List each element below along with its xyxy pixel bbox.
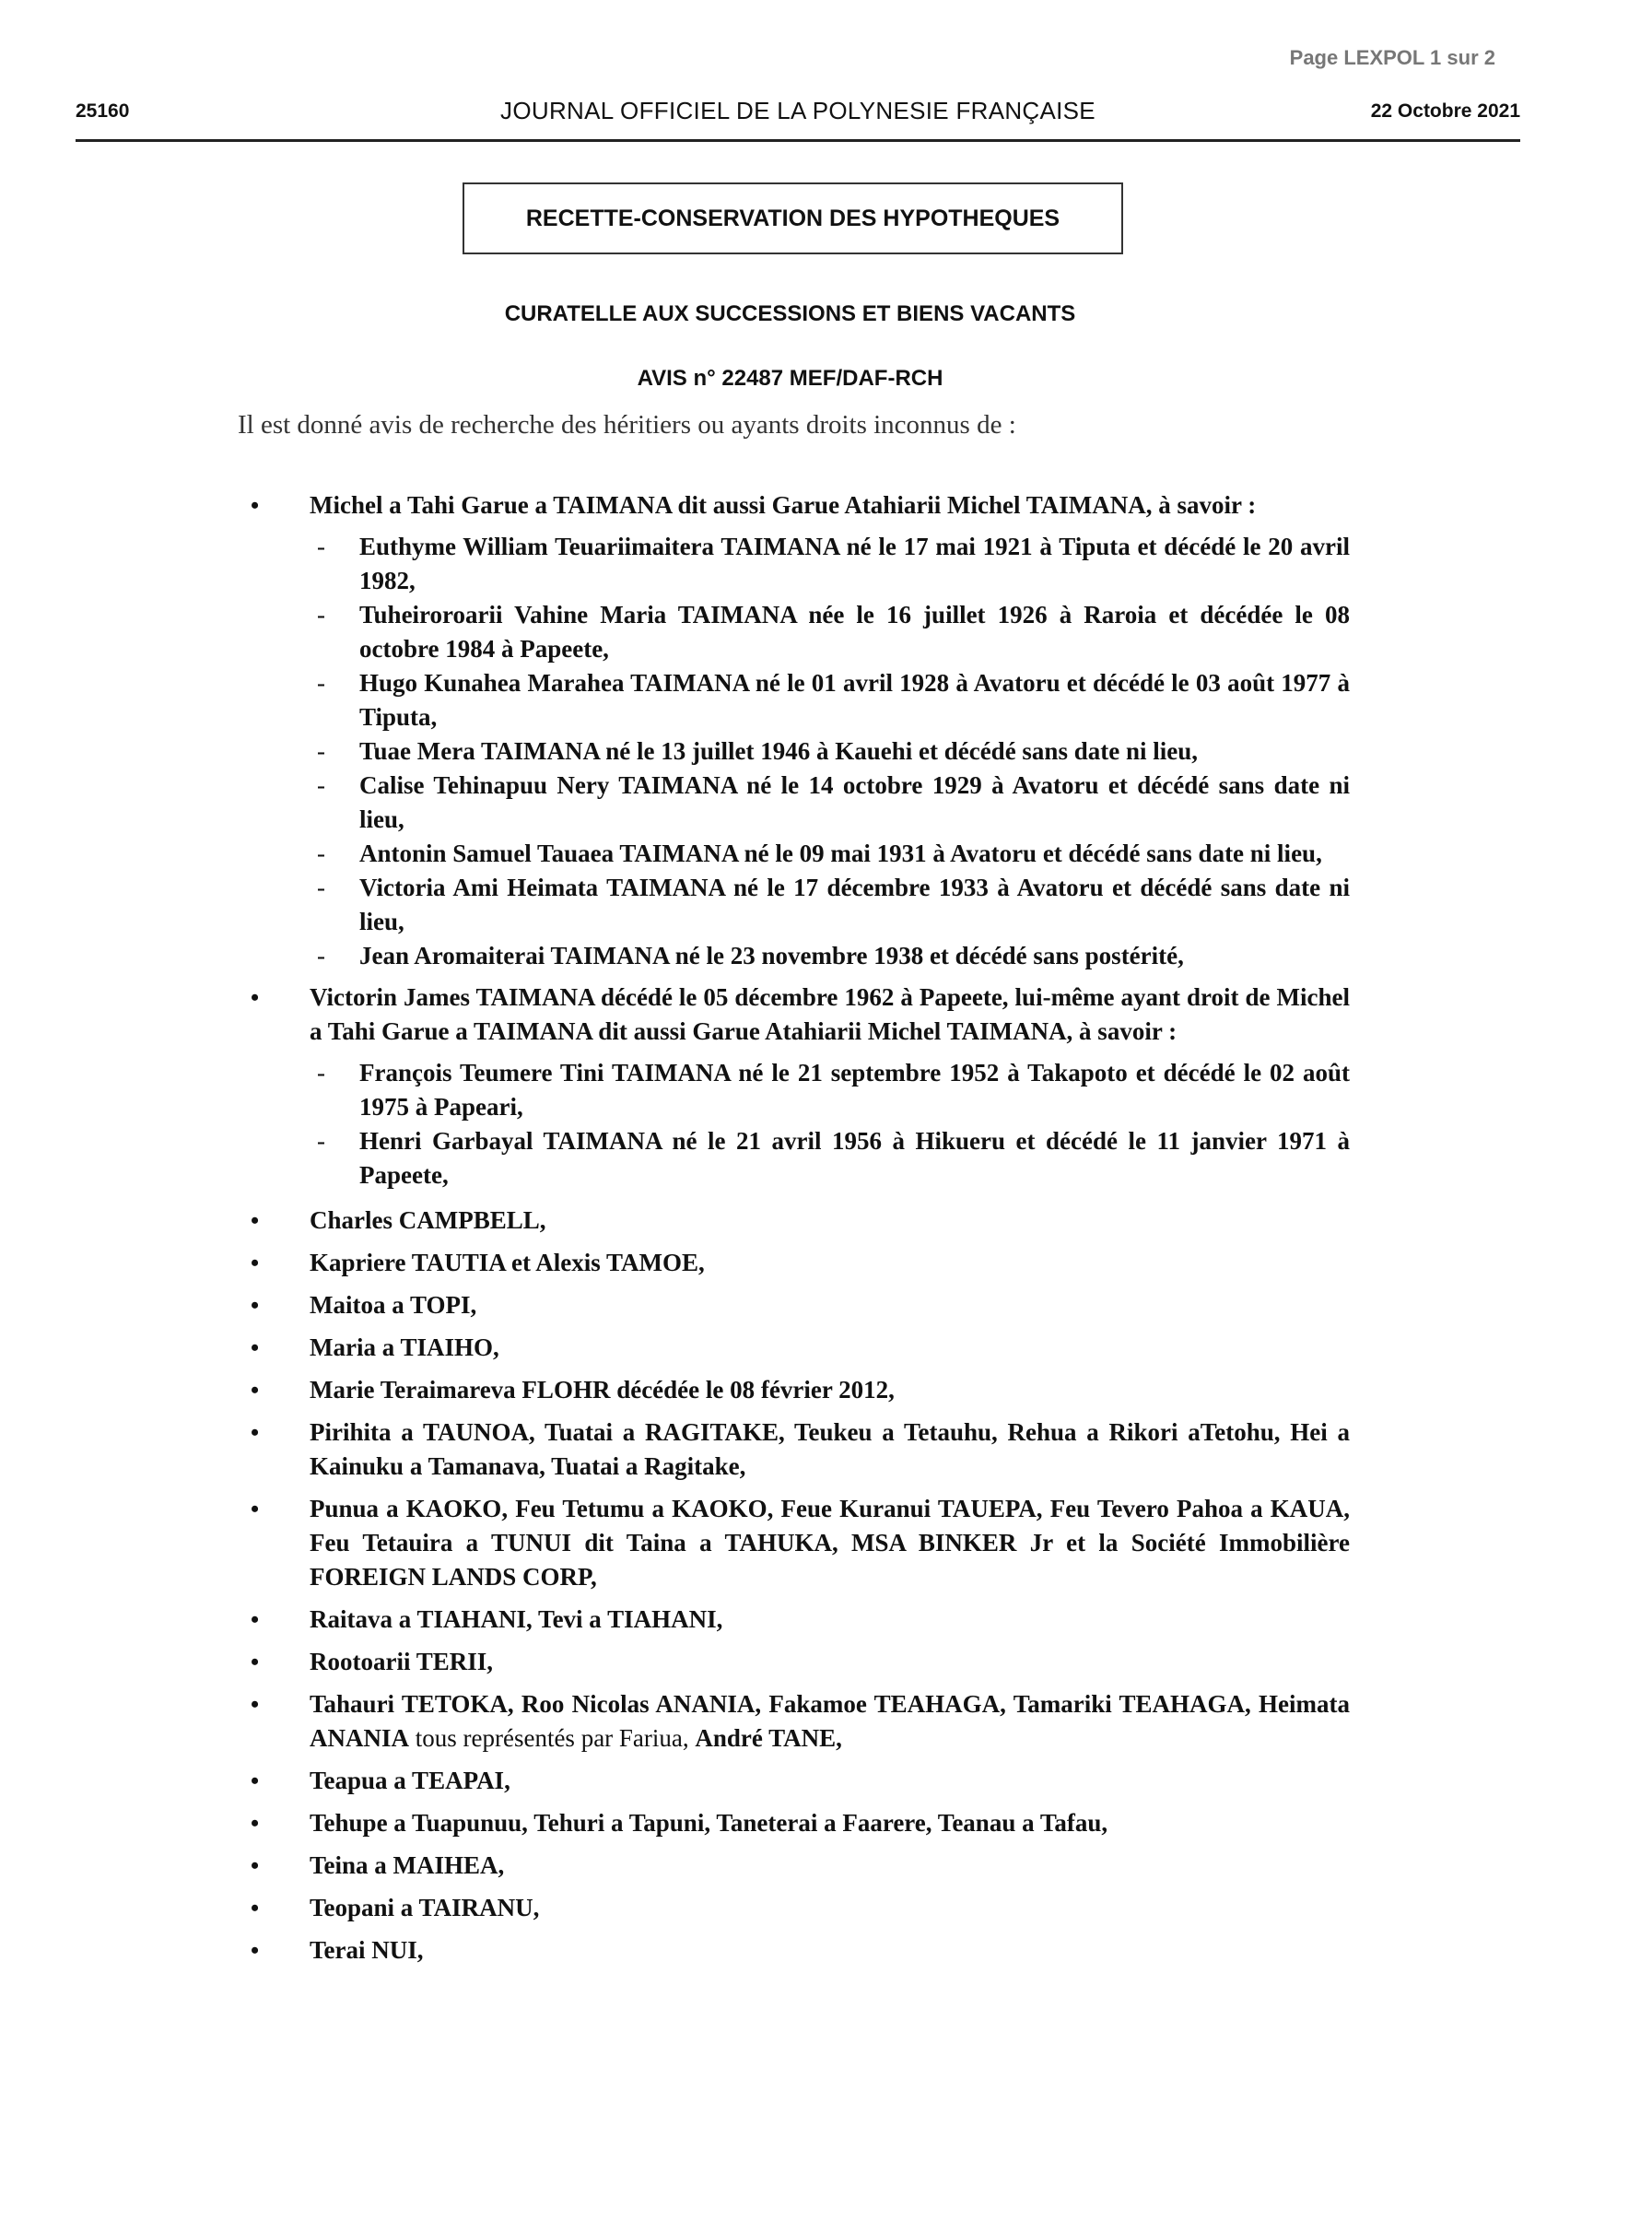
list-item <box>240 1415 1350 1484</box>
list-item <box>240 1849 1350 1883</box>
list-item <box>240 1764 1350 1798</box>
bullet-icon: • <box>251 1334 260 1361</box>
page-number: 25160 <box>76 100 130 122</box>
sub-list-item-text: Antonin Samuel Tauaea TAIMANA né le 09 mai 1931 à Avatoru et décédé sans date ni lieu, <box>359 840 1322 867</box>
intro-text: Il est donné avis de recherche des héritiers ou ayants droits inconnus de : <box>238 410 1016 440</box>
bullet-icon: • <box>251 1649 260 1675</box>
sub-list-item-text: Tuae Mera TAIMANA né le 13 juillet 1946 à Kauehi et décédé sans date ni lieu, <box>359 737 1198 765</box>
bullet-icon: • <box>251 492 260 519</box>
list-item-text: Maria a TIAIHO, <box>310 1333 499 1361</box>
lexpol-page-indicator: Page LEXPOL 1 sur 2 <box>1289 46 1495 69</box>
sub-list-item <box>240 769 1350 837</box>
list-item <box>240 981 1350 1049</box>
list-item-text-end: André TANE, <box>695 1724 842 1752</box>
sub-list-item <box>240 734 1350 769</box>
bullet-icon: • <box>251 1606 260 1633</box>
sub-list-item <box>240 1056 1350 1124</box>
sub-list-item <box>240 837 1350 871</box>
sub-list-item-text: Euthyme William Teuariimaitera TAIMANA né le 17 mai 1921 à Tiputa et décédé le 20 avril 1982, <box>359 533 1350 594</box>
list-item-text: Victorin James TAIMANA décédé le 05 décembre 1962 à Papeete, lui-même ayant droit de Michel a Tahi Garue a TAIMANA dit aussi Garue Atahiarii Michel TAIMANA, à savoir : <box>310 983 1350 1045</box>
dash-icon: - <box>317 840 325 867</box>
bullet-icon: • <box>251 1895 260 1921</box>
journal-header <box>76 97 1520 142</box>
heirs-list <box>240 488 1350 1967</box>
list-item-text: Tehupe a Tuapunuu, Tehuri a Tapuni, Taneterai a Faarere, Teanau a Tafau, <box>310 1809 1108 1837</box>
list-item <box>240 1891 1350 1925</box>
bullet-icon: • <box>251 1250 260 1276</box>
list-item-text: Marie Teraimareva FLOHR décédée le 08 février 2012, <box>310 1376 895 1404</box>
bullet-icon: • <box>251 1852 260 1879</box>
list-item <box>240 1246 1350 1280</box>
list-item-text: Raitava a TIAHANI, Tevi a TIAHANI, <box>310 1605 723 1633</box>
list-item-text: Kapriere TAUTIA et Alexis TAMOE, <box>310 1249 705 1276</box>
section-title-box: RECETTE-CONSERVATION DES HYPOTHEQUES <box>463 182 1123 254</box>
dash-icon: - <box>317 874 325 901</box>
dash-icon: - <box>317 942 325 969</box>
sub-list-item <box>240 598 1350 666</box>
bullet-icon: • <box>251 1419 260 1446</box>
sub-list-item-text: Tuheiroroarii Vahine Maria TAIMANA née le 16 juillet 1926 à Raroia et décédée le 08 octobre 1984 à Papeete, <box>359 601 1350 663</box>
sub-list-item-text: Calise Tehinapuu Nery TAIMANA né le 14 octobre 1929 à Avatoru et décédé sans date ni lieu, <box>359 771 1350 833</box>
list-item-text: Teopani a TAIRANU, <box>310 1894 540 1921</box>
list-item-text: Maitoa a TOPI, <box>310 1291 477 1319</box>
sub-list-item-text: Jean Aromaiterai TAIMANA né le 23 novembre 1938 et décédé sans postérité, <box>359 942 1184 969</box>
subtitle: CURATELLE AUX SUCCESSIONS ET BIENS VACANTS <box>504 301 1076 326</box>
issue-date: 22 Octobre 2021 <box>1370 100 1520 122</box>
dash-icon: - <box>317 737 325 765</box>
sub-list-item <box>240 666 1350 734</box>
dash-icon: - <box>317 669 325 697</box>
list-item <box>240 1204 1350 1238</box>
sub-list-item-text: François Teumere Tini TAIMANA né le 21 septembre 1952 à Takapoto et décédé le 02 août 1975 à Papeari, <box>359 1059 1350 1121</box>
list-item-text: Terai NUI, <box>310 1936 424 1964</box>
list-item-text: Teapua a TEAPAI, <box>310 1767 510 1794</box>
bullet-icon: • <box>251 1768 260 1794</box>
list-item <box>240 1492 1350 1594</box>
bullet-icon: • <box>251 1207 260 1234</box>
list-item <box>240 1645 1350 1679</box>
bullet-icon: • <box>251 1937 260 1964</box>
list-item-text: Teina a MAIHEA, <box>310 1851 505 1879</box>
bullet-icon: • <box>251 1691 260 1718</box>
list-item-text: Rootoarii TERII, <box>310 1648 494 1675</box>
list-item <box>240 1331 1350 1365</box>
list-item-text: Pirihita a TAUNOA, Tuatai a RAGITAKE, Teukeu a Tetauhu, Rehua a Rikori aTetohu, Hei a Kainuku a Tamanava, Tuatai a Ragitake, <box>310 1418 1350 1480</box>
bullet-icon: • <box>251 1496 260 1522</box>
sub-list-item-text: Victoria Ami Heimata TAIMANA né le 17 décembre 1933 à Avatoru et décédé sans date ni lieu, <box>359 874 1350 935</box>
list-item-text: Charles CAMPBELL, <box>310 1206 546 1234</box>
journal-title: JOURNAL OFFICIEL DE LA POLYNESIE FRANÇAISE <box>500 97 1095 124</box>
sub-list-item <box>240 1124 1350 1192</box>
dash-icon: - <box>317 1059 325 1087</box>
list-item-text: Michel a Tahi Garue a TAIMANA dit aussi Garue Atahiarii Michel TAIMANA, à savoir : <box>310 491 1257 519</box>
list-item <box>240 1933 1350 1967</box>
sub-list-item <box>240 871 1350 939</box>
sub-list-item-text: Hugo Kunahea Marahea TAIMANA né le 01 avril 1928 à Avatoru et décédé le 03 août 1977 à Tiputa, <box>359 669 1350 731</box>
list-item <box>240 1603 1350 1637</box>
bullet-icon: • <box>251 1810 260 1837</box>
list-item <box>240 1288 1350 1322</box>
dash-icon: - <box>317 533 325 560</box>
list-item-text-regular: tous représentés par Fariua, <box>409 1724 696 1752</box>
sub-list-item <box>240 939 1350 973</box>
bullet-icon: • <box>251 1377 260 1404</box>
bullet-icon: • <box>251 984 260 1011</box>
dash-icon: - <box>317 1127 325 1155</box>
list-item <box>240 1373 1350 1407</box>
dash-icon: - <box>317 771 325 799</box>
list-item-text: Punua a KAOKO, Feu Tetumu a KAOKO, Feue Kuranui TAUEPA, Feu Tevero Pahoa a KAUA, Feu Tetauira a TUNUI dit Taina a TAHUKA, MSA BINKER Jr et la Société Immobilière FOREIGN LANDS CORP, <box>310 1495 1350 1591</box>
bullet-icon: • <box>251 1292 260 1319</box>
list-item <box>240 1687 1350 1756</box>
list-item-text: Tahauri TETOKA, Roo Nicolas ANANIA, Fakamoe TEAHAGA, Tamariki TEAHAGA, Heimata ANANIA <box>310 1690 1350 1752</box>
avis-number: AVIS n° 22487 MEF/DAF-RCH <box>637 366 943 391</box>
dash-icon: - <box>317 601 325 628</box>
list-item <box>240 488 1350 523</box>
list-item <box>240 1806 1350 1840</box>
sub-list-item-text: Henri Garbayal TAIMANA né le 21 avril 1956 à Hikueru et décédé le 11 janvier 1971 à Papeete, <box>359 1127 1350 1189</box>
sub-list-item <box>240 530 1350 598</box>
